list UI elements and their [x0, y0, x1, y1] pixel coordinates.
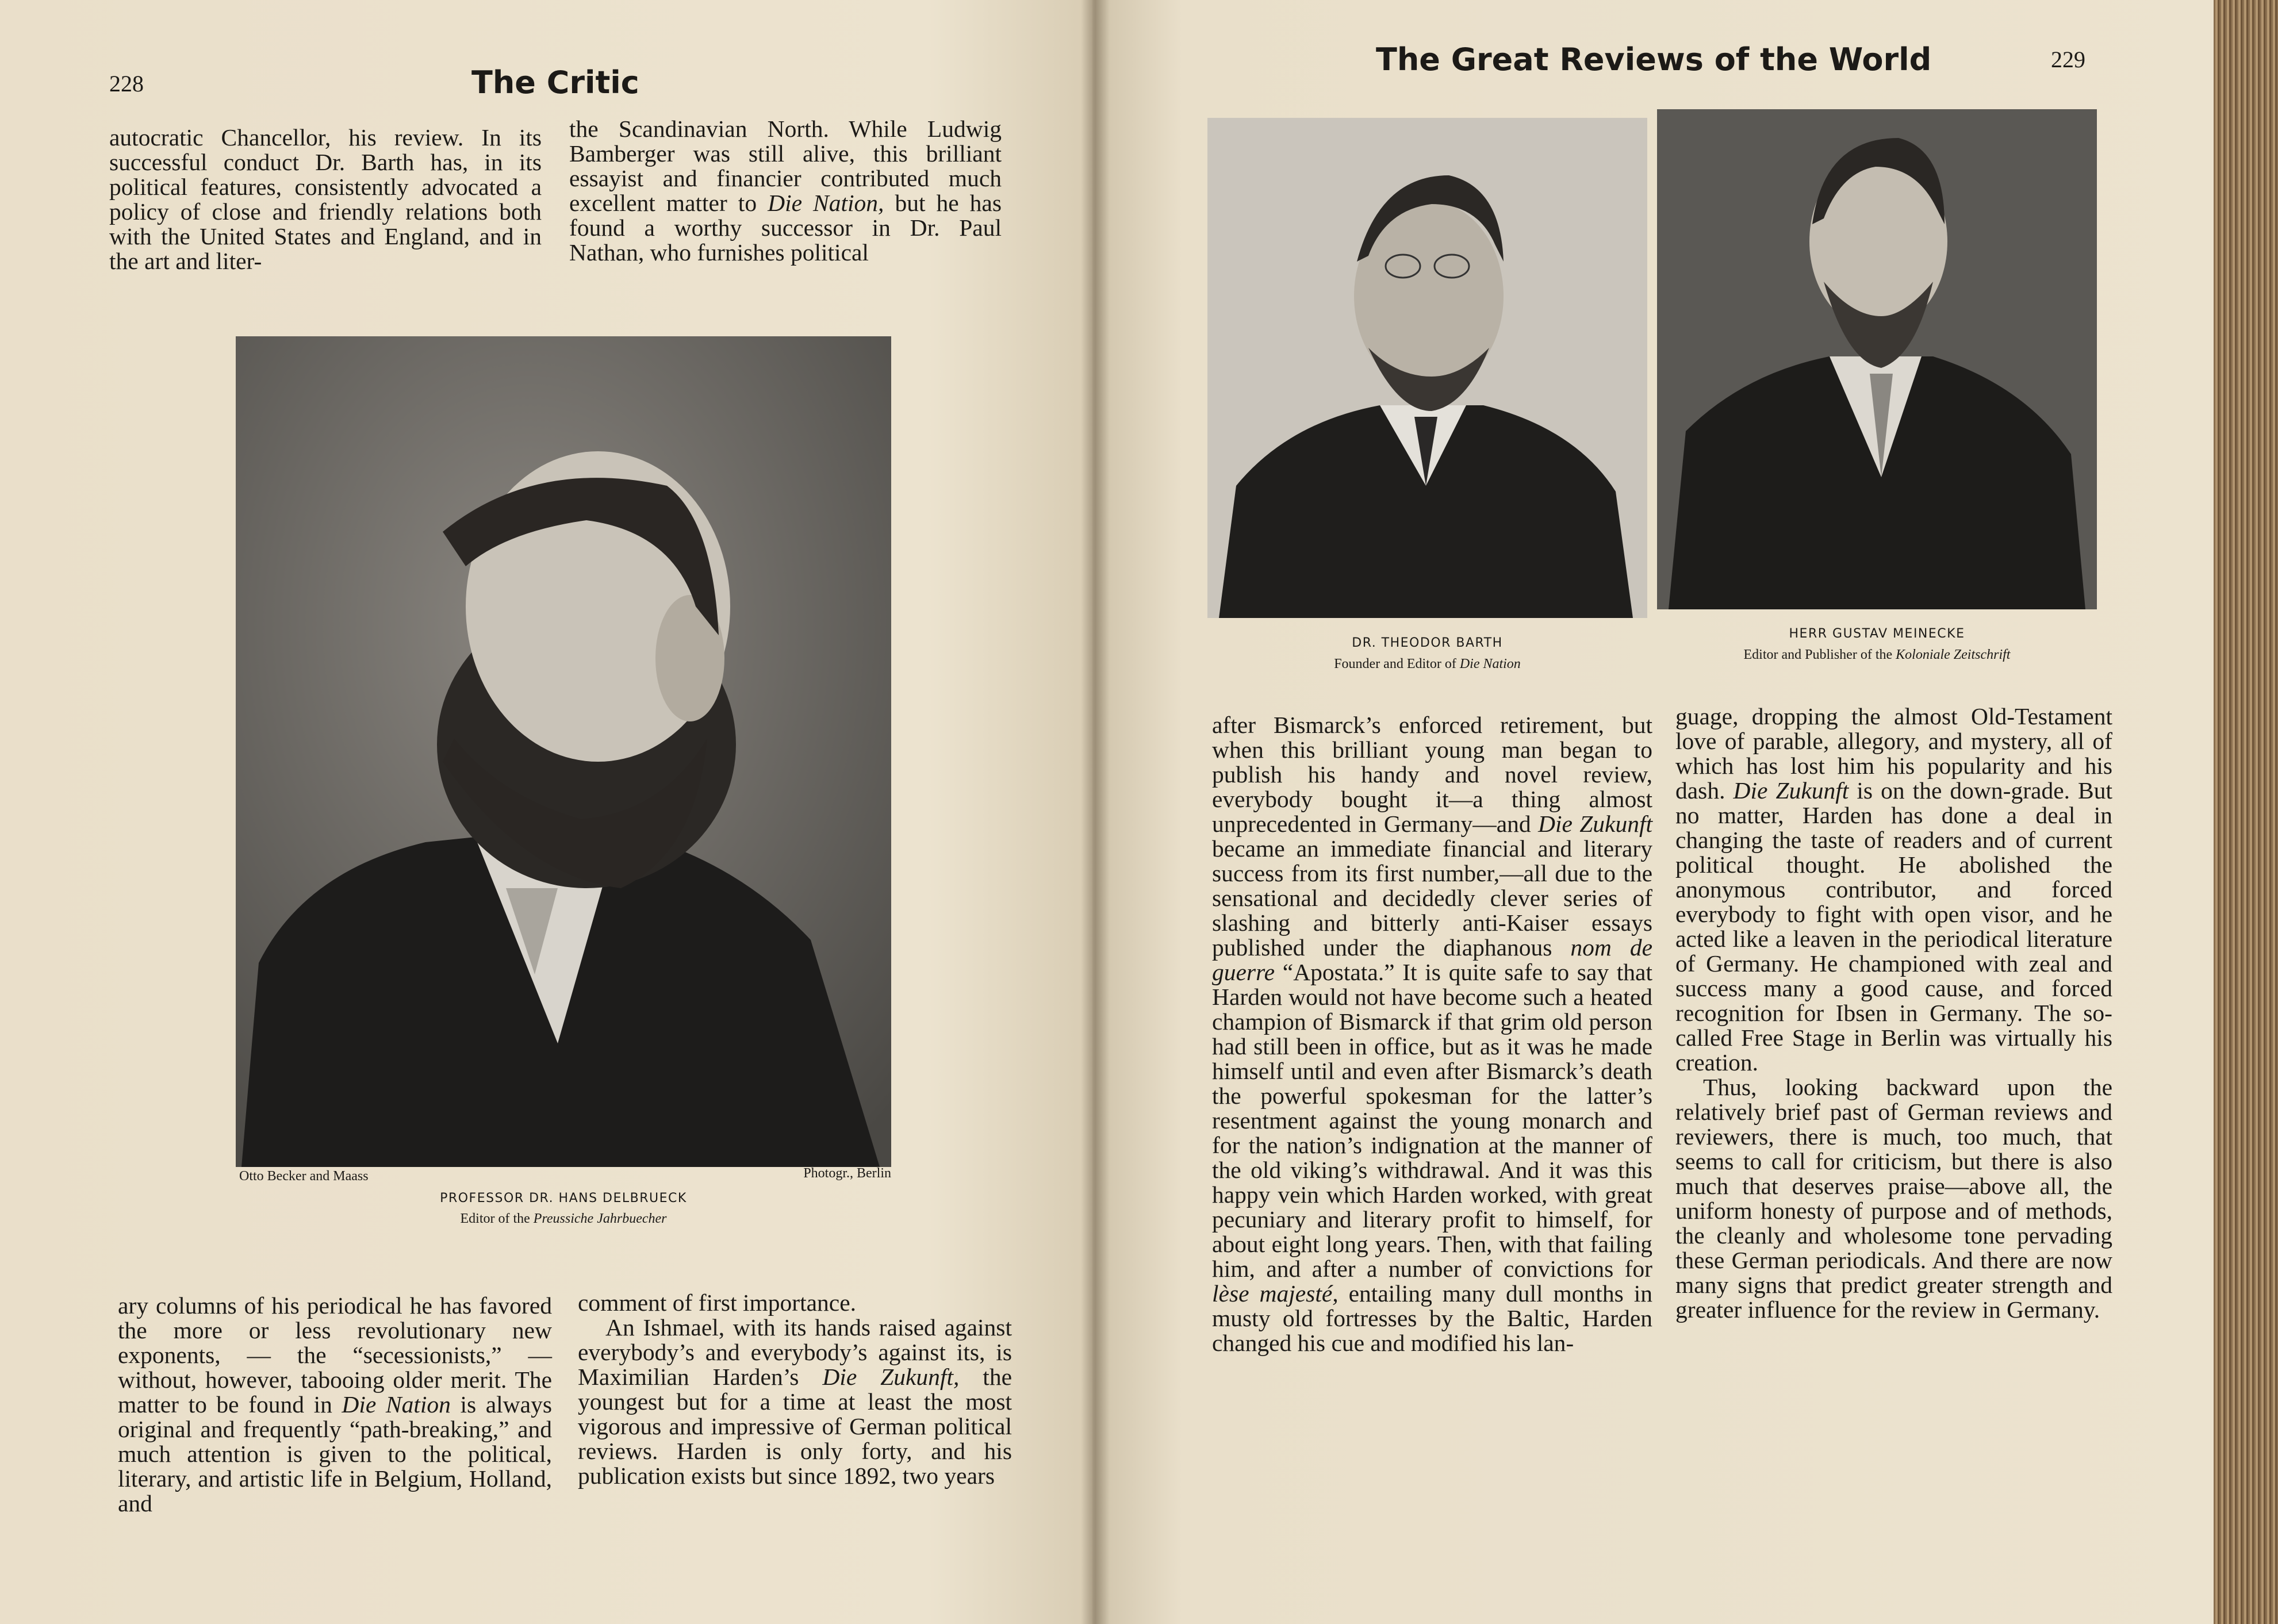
photo-caption-role: Founder and Editor of Die Nation: [1334, 656, 1521, 671]
paragraph: comment of first importance.: [578, 1289, 857, 1316]
text-column: [1675, 704, 2112, 1322]
photo-caption-role: Editor of the Preussiche Jahrbuecher: [460, 1211, 667, 1226]
running-head: The Great Reviews of the World: [1376, 41, 1932, 78]
book-gutter: [1081, 0, 1110, 1624]
portrait-photo-delbrueck: [236, 336, 891, 1167]
text-column: [578, 1291, 1012, 1488]
paragraph: An Ishmael, with its hands raised against everybody’s and everybody’s against its, is Maximilian Harden’s Die Zukunft, the youngest but for a time at least the most vigorous and impressive of German political reviews. Harden is only forty, and his publication exists but since 1892, two years: [578, 1314, 1013, 1489]
paragraph: autocratic Chancellor, his review. In its successful conduct Dr. Barth has, in its political features, consistently advocated a policy of close and friendly relations both with the United States and England, and in the art and liter-: [109, 124, 542, 274]
photo-credit-right: Photogr., Berlin: [803, 1166, 891, 1181]
page-number: 228: [109, 71, 144, 97]
photo-caption-name: PROFESSOR DR. HANS DELBRUECK: [440, 1191, 687, 1205]
text-column: [569, 117, 1002, 265]
page-edges: [2214, 0, 2278, 1624]
photo-caption-role: Editor and Publisher of the Koloniale Zeitschrift: [1743, 647, 2011, 662]
paragraph: Thus, looking backward upon the relatively brief past of German reviews and reviewers, there is much, too much, that seems to call for criticism, but there is also much that deserves praise—above all, the uniform honesty of purpose and of methods, the cleanly and wholesome tone pervading these German periodicals. And there are now many signs that predict greater strength and greater influence for the review in Germany.: [1675, 1074, 2112, 1323]
photo-caption-name: HERR GUSTAV MEINECKE: [1789, 627, 1965, 641]
paragraph: the Scandinavian North. While Ludwig Bamberger was still alive, this brilliant essayist and financier contributed much excellent matter to Die Nation, but he has found a worthy successor in Dr. Paul Nathan, who furnishes political: [569, 116, 1002, 266]
paragraph: after Bismarck’s enforced retirement, but when this brilliant young man began to publish his handy and novel review, everybody bought it—a thing almost unprecedented in Germany—and Die Zukunft became an immediate financial and literary success from its first number,—all due to the sensational and decidedly clever series of slashing and bitterly anti-Kaiser essays published under the diaphanous nom de guerre “Apostata.” It is quite safe to say that Harden would not have become such a heated champion of Bismarck if that grim old person had still been in office, but as it was he made himself until and even after Bismarck’s death the powerful spokesman for the latter’s resentment against the young monarch and for the nation’s indignation at the manner of the old viking’s withdrawal. And it was this happy vein which Harden worked, with great pecuniary and literary profit to himself, for about eight long years. Then, with that failing him, and after a number of convictions for lèse majesté, entailing many dull months in musty old fortresses by the Baltic, Harden changed his cue and modified his lan-: [1212, 712, 1652, 1356]
portrait-photo-barth: [1207, 118, 1647, 618]
text-column: [109, 125, 542, 274]
photo-credit-left: Otto Becker and Maass: [239, 1169, 369, 1184]
text-column: [1212, 713, 1652, 1356]
photo-caption-name: DR. THEODOR BARTH: [1352, 636, 1503, 650]
paragraph: ary columns of his periodical he has favored the more or less revolutionary new exponents, — the “secessionists,” — without, however, tabooing older merit. The matter to be found in Die Nation is always original and frequently “path-breaking,” and much attention is given to the political, literary, and artistic life in Belgium, Holland, and: [118, 1292, 552, 1516]
portrait-photo-meinecke: [1657, 109, 2097, 609]
running-head: The Critic: [471, 64, 639, 101]
page-number: 229: [2051, 47, 2085, 72]
text-column: [118, 1293, 552, 1516]
paragraph: guage, dropping the almost Old-Testament love of parable, allegory, and mystery, all of which has lost him his popularity and his dash. Die Zukunft is on the down-grade. But no matter, Harden has done a deal in changing the taste of readers and of current political thought. He abolished the anonymous contributor, and forced everybody to fight with open visor, and he acted like a leaven in the periodical literature of Germany. He championed with zeal and success many a good cause, and forced recognition for Ibsen in Germany. The so-called Free Stage in Berlin was virtually his creation.: [1675, 703, 2113, 1076]
